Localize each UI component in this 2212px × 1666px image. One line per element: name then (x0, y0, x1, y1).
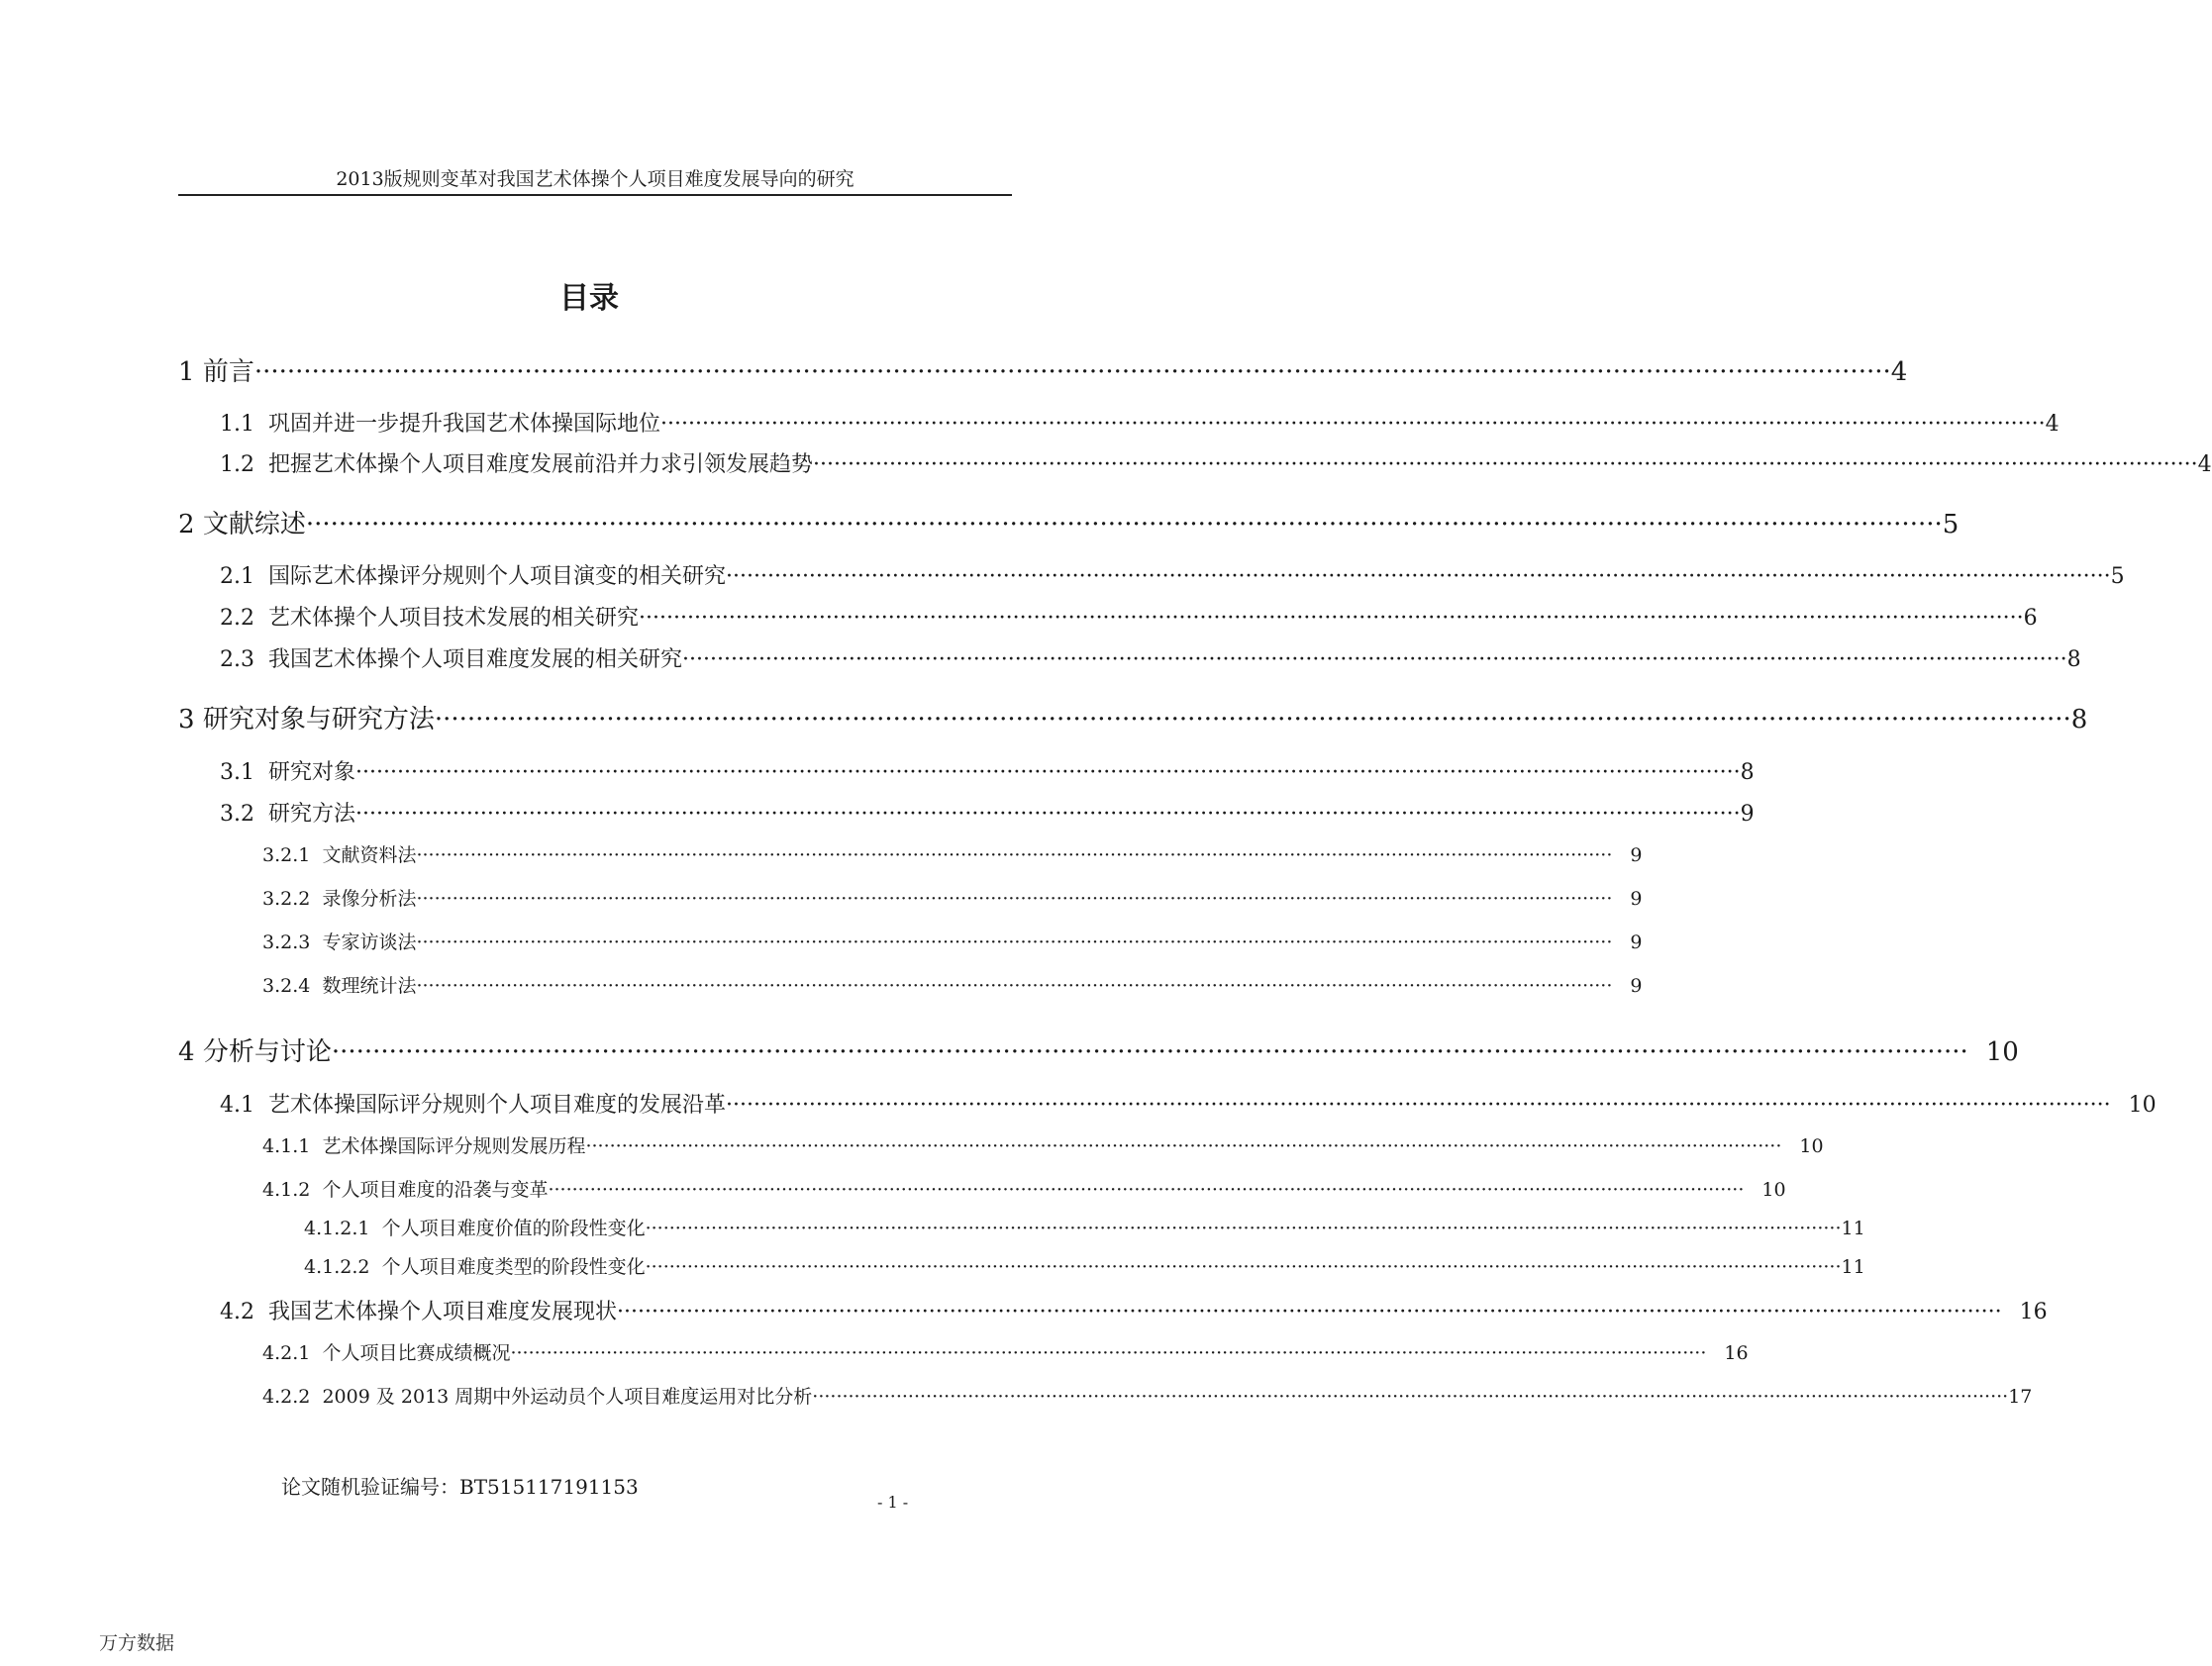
toc-entry-label: 研究对象 (268, 760, 356, 785)
toc-entry-page: 10 (1761, 1179, 1786, 1201)
verification-code: 论文随机验证编号：BT515117191153 (281, 1475, 639, 1499)
toc-leader-dots: ········································································································································································································ (639, 606, 2024, 631)
toc-entry-page: 8 (2070, 705, 2088, 735)
toc-entry-label: 我国艺术体操个人项目难度发展现状 (268, 1300, 618, 1324)
toc-entry-label: 分析与讨论 (202, 1037, 332, 1067)
toc-entry-label: 2009 及 2013 周期中外运动员个人项目难度运用对比分析 (322, 1386, 813, 1408)
toc-entry-page: 9 (1630, 975, 1643, 997)
toc-entry-number: 3.2 (220, 802, 254, 827)
toc-entry[interactable] (220, 755, 1755, 786)
toc-entry[interactable] (262, 971, 1643, 998)
toc-leader-dots: ········································································································································································································ (305, 510, 1943, 539)
toc-entry-page: 4 (2197, 452, 2212, 477)
toc-entry-page: 8 (1740, 760, 1755, 785)
toc-entry-label: 国际艺术体操评分规则个人项目演变的相关研究 (268, 564, 727, 589)
toc-entry-label: 艺术体操个人项目技术发展的相关研究 (268, 606, 640, 631)
toc-entry-page: 9 (1630, 844, 1643, 866)
toc-leader-dots: ········································································································································································································ (548, 1179, 1745, 1201)
toc-entry-page: 16 (2019, 1300, 2048, 1324)
toc-entry[interactable] (220, 1295, 2048, 1325)
toc-entry-label: 把握艺术体操个人项目难度发展前沿并力求引领发展趋势 (268, 452, 814, 477)
toc-entry-number: 4.1 (220, 1093, 254, 1118)
toc-entry[interactable] (178, 351, 1908, 388)
toc-leader-dots: ········································································································································································································ (726, 564, 2111, 589)
toc-entry-label: 我国艺术体操个人项目难度发展的相关研究 (268, 647, 683, 672)
toc-entry[interactable] (220, 447, 2212, 478)
toc-entry-number: 2.2 (220, 606, 254, 631)
toc-entry-number: 1.2 (220, 452, 254, 477)
toc-entry-page: 9 (1740, 802, 1755, 827)
toc-entry[interactable] (220, 601, 2038, 632)
toc-entry-number: 3 (178, 705, 195, 735)
toc-leader-dots: ········································································································································································································ (645, 1256, 1842, 1278)
toc-entry-number: 3.2.2 (262, 888, 311, 910)
toc-entry-number: 4 (178, 1037, 195, 1067)
toc-entry-number: 4.2.1 (262, 1342, 311, 1364)
toc-entry[interactable] (262, 928, 1643, 954)
toc-leader-dots: ········································································································································································································ (645, 1218, 1842, 1239)
toc-leader-dots: ········································································································································································································ (726, 1093, 2111, 1118)
toc-entry-page: 9 (1630, 888, 1643, 910)
toc-entry[interactable] (220, 559, 2125, 590)
toc-leader-dots: ········································································································································································································ (812, 1386, 2009, 1408)
toc-leader-dots: ········································································································································································································ (434, 705, 2071, 735)
toc-entry[interactable] (178, 699, 2088, 735)
toc-entry-label: 个人项目难度价值的阶段性变化 (381, 1218, 646, 1239)
running-header-title: 2013版规则变革对我国艺术体操个人项目难度发展导向的研究 (336, 168, 855, 190)
toc-leader-dots: ········································································································································································································ (510, 1342, 1707, 1364)
toc-entry-page: 11 (1841, 1256, 1865, 1278)
toc-entry[interactable] (304, 1252, 1865, 1279)
toc-leader-dots: ········································································································································································································ (813, 452, 2198, 477)
toc-entry[interactable] (262, 1338, 1749, 1365)
toc-leader-dots: ········································································································································································································ (682, 647, 2067, 672)
toc-entry-label: 个人项目难度类型的阶段性变化 (381, 1256, 646, 1278)
toc-entry-label: 文献综述 (202, 510, 306, 539)
toc-entry-number: 4.1.2.1 (304, 1218, 370, 1239)
toc-entry-page: 16 (1724, 1342, 1749, 1364)
toc-entry-label: 数理统计法 (322, 975, 417, 997)
toc-entry-label: 文献资料法 (322, 844, 417, 866)
toc-leader-dots: ········································································································································································································ (355, 760, 1741, 785)
page-title: 目录 (559, 281, 619, 316)
toc-entry-label: 艺术体操国际评分规则发展历程 (322, 1135, 586, 1157)
toc-entry-page: 17 (2008, 1386, 2033, 1408)
toc-leader-dots: ········································································································································································································ (617, 1300, 2002, 1324)
toc-entry-page: 4 (1890, 357, 1908, 387)
toc-entry-label: 专家访谈法 (322, 931, 417, 953)
toc-leader-dots: ········································································································································································································ (416, 888, 1613, 910)
running-header (178, 166, 1012, 196)
toc-entry-label: 前言 (202, 357, 254, 387)
toc-entry-label: 巩固并进一步提升我国艺术体操国际地位 (268, 412, 661, 437)
watermark-text: 万方数据 (99, 1632, 175, 1654)
toc-entry-page: 5 (1942, 510, 1960, 539)
toc-leader-dots: ········································································································································································································ (660, 412, 2046, 437)
toc-entry-page: 8 (2066, 647, 2081, 672)
toc-leader-dots: ········································································································································································································ (585, 1135, 1782, 1157)
toc-leader-dots: ········································································································································································································ (416, 844, 1613, 866)
toc-entry-number: 4.2 (220, 1300, 254, 1324)
page-number: - 1 - (877, 1493, 909, 1512)
toc-entry-number: 4.1.2.2 (304, 1256, 370, 1278)
toc-entry[interactable] (262, 1175, 1786, 1202)
toc-entry-label: 个人项目比赛成绩概况 (322, 1342, 511, 1364)
toc-entry-label: 个人项目难度的沿袭与变革 (322, 1179, 549, 1201)
toc-entry[interactable] (262, 1131, 1824, 1158)
toc-entry-number: 3.2.1 (262, 844, 311, 866)
toc-entry-page: 4 (2045, 412, 2060, 437)
toc-entry-page: 5 (2110, 564, 2125, 589)
toc-leader-dots: ········································································································································································································ (253, 357, 1891, 387)
toc-entry-number: 3.1 (220, 760, 254, 785)
toc-entry[interactable] (220, 797, 1755, 828)
toc-entry-label: 研究对象与研究方法 (202, 705, 435, 735)
toc-entry-number: 4.2.2 (262, 1386, 311, 1408)
toc-leader-dots: ········································································································································································································ (416, 931, 1613, 953)
toc-entry-number: 2 (178, 510, 195, 539)
toc-entry[interactable] (262, 884, 1643, 911)
toc-entry-page: 10 (2128, 1093, 2157, 1118)
toc-entry-number: 2.3 (220, 647, 254, 672)
toc-entry-page: 10 (1985, 1037, 2019, 1067)
toc-entry[interactable] (262, 1382, 2033, 1409)
toc-entry[interactable] (178, 504, 1960, 540)
toc-entry-number: 1.1 (220, 412, 254, 437)
toc-entry-number: 2.1 (220, 564, 254, 589)
toc-entry-number: 3.2.3 (262, 931, 311, 953)
toc-leader-dots: ········································································································································································································ (355, 802, 1741, 827)
toc-entry-number: 3.2.4 (262, 975, 311, 997)
toc-entry-number: 4.1.2 (262, 1179, 311, 1201)
toc-entry-page: 10 (1799, 1135, 1824, 1157)
toc-entry[interactable] (178, 1031, 2019, 1068)
toc-entry-page: 11 (1841, 1218, 1865, 1239)
toc-entry[interactable] (220, 1088, 2157, 1119)
toc-entry-label: 艺术体操国际评分规则个人项目难度的发展沿革 (268, 1093, 727, 1118)
toc-entry-label: 录像分析法 (322, 888, 417, 910)
toc-entry[interactable] (220, 407, 2060, 438)
toc-entry-number: 1 (178, 357, 195, 387)
toc-entry[interactable] (220, 642, 2081, 673)
toc-entry[interactable] (304, 1214, 1865, 1240)
toc-entry-page: 9 (1630, 931, 1643, 953)
toc-leader-dots: ········································································································································································································ (416, 975, 1613, 997)
toc-entry-number: 4.1.1 (262, 1135, 311, 1157)
toc-entry-page: 6 (2023, 606, 2038, 631)
toc-entry-label: 研究方法 (268, 802, 356, 827)
toc-entry[interactable] (262, 840, 1643, 867)
toc-leader-dots: ········································································································································································································ (331, 1037, 1968, 1067)
